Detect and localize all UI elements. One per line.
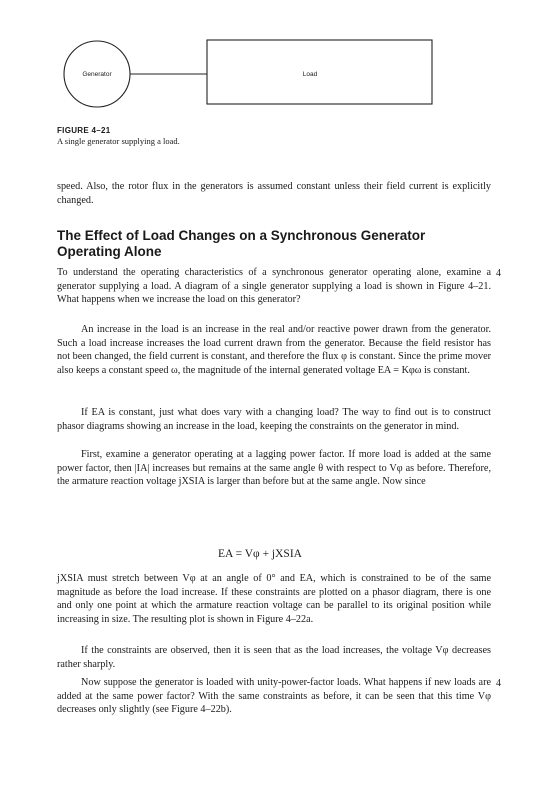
figure-caption: A single generator supplying a load. bbox=[57, 136, 180, 146]
figure-4-21 bbox=[57, 30, 497, 125]
generator-label: Generator bbox=[82, 71, 112, 78]
paragraph-intro: speed. Also, the rotor flux in the generators is assumed constant unless their field current is explicitly changed. bbox=[57, 181, 491, 206]
paragraph-5: jXSIA must stretch between Vφ at an angle of 0° and EA, which is constrained to be of the same magnitude as before the load increase. If these constraints are plotted on a phasor diagram, there is one and only one point at which the armature reaction voltage can be parallel to its original position while increasing in size. The resulting plot is shown in Figure 4–22a. bbox=[57, 573, 491, 625]
paragraph-1: To understand the operating characteristics of a synchronous generator operating alone, examine a generator supplying a load. A diagram of a single generator supplying a load is shown in Figure 4–21. What happens when we increase the load on this generator? bbox=[57, 267, 491, 305]
paragraph-3: If EA is constant, just what does vary with a changing load? The way to find out is to construct phasor diagrams showing an increase in the load, keeping the constraints on the generator in mind. bbox=[57, 407, 491, 432]
paragraph-6: If the constraints are observed, then it is seen that as the load increases, the voltage Vφ decreases rather sharply. bbox=[57, 645, 491, 670]
figure-number: FIGURE 4–21 bbox=[57, 126, 111, 135]
load-label: Load bbox=[302, 71, 318, 78]
equation: EA = Vφ + jXSIA bbox=[218, 548, 302, 560]
paragraph-2: An increase in the load is an increase in the real and/or reactive power drawn from the generator. Such a load increase increases the load current drawn from the generator. Because the field resistor has not been changed, the field current is constant, and therefore the flux φ is constant. Since the prime mover also keeps a constant speed ω, the magnitude of the internal generated voltage EA = Kφω is constant. bbox=[57, 324, 491, 376]
paragraph-4: First, examine a generator operating at a lagging power factor. If more load is added at the same power factor, then |IA| increases but remains at the same angle θ with respect to Vφ as before. Therefore, the armature reaction voltage jXSIA is larger than before but at the same angle. Now since bbox=[57, 449, 491, 487]
section-heading: The Effect of Load Changes on a Synchronous Generator Operating Alone bbox=[57, 228, 426, 259]
margin-mark: 4 bbox=[496, 678, 501, 689]
paragraph-7: Now suppose the generator is loaded with unity-power-factor loads. What happens if new loads are added at the same power factor? With the same constraints as before, it can be seen that this time Vφ decreases only slightly (see Figure 4–22b). bbox=[57, 677, 491, 715]
margin-mark: 4 bbox=[496, 268, 501, 279]
